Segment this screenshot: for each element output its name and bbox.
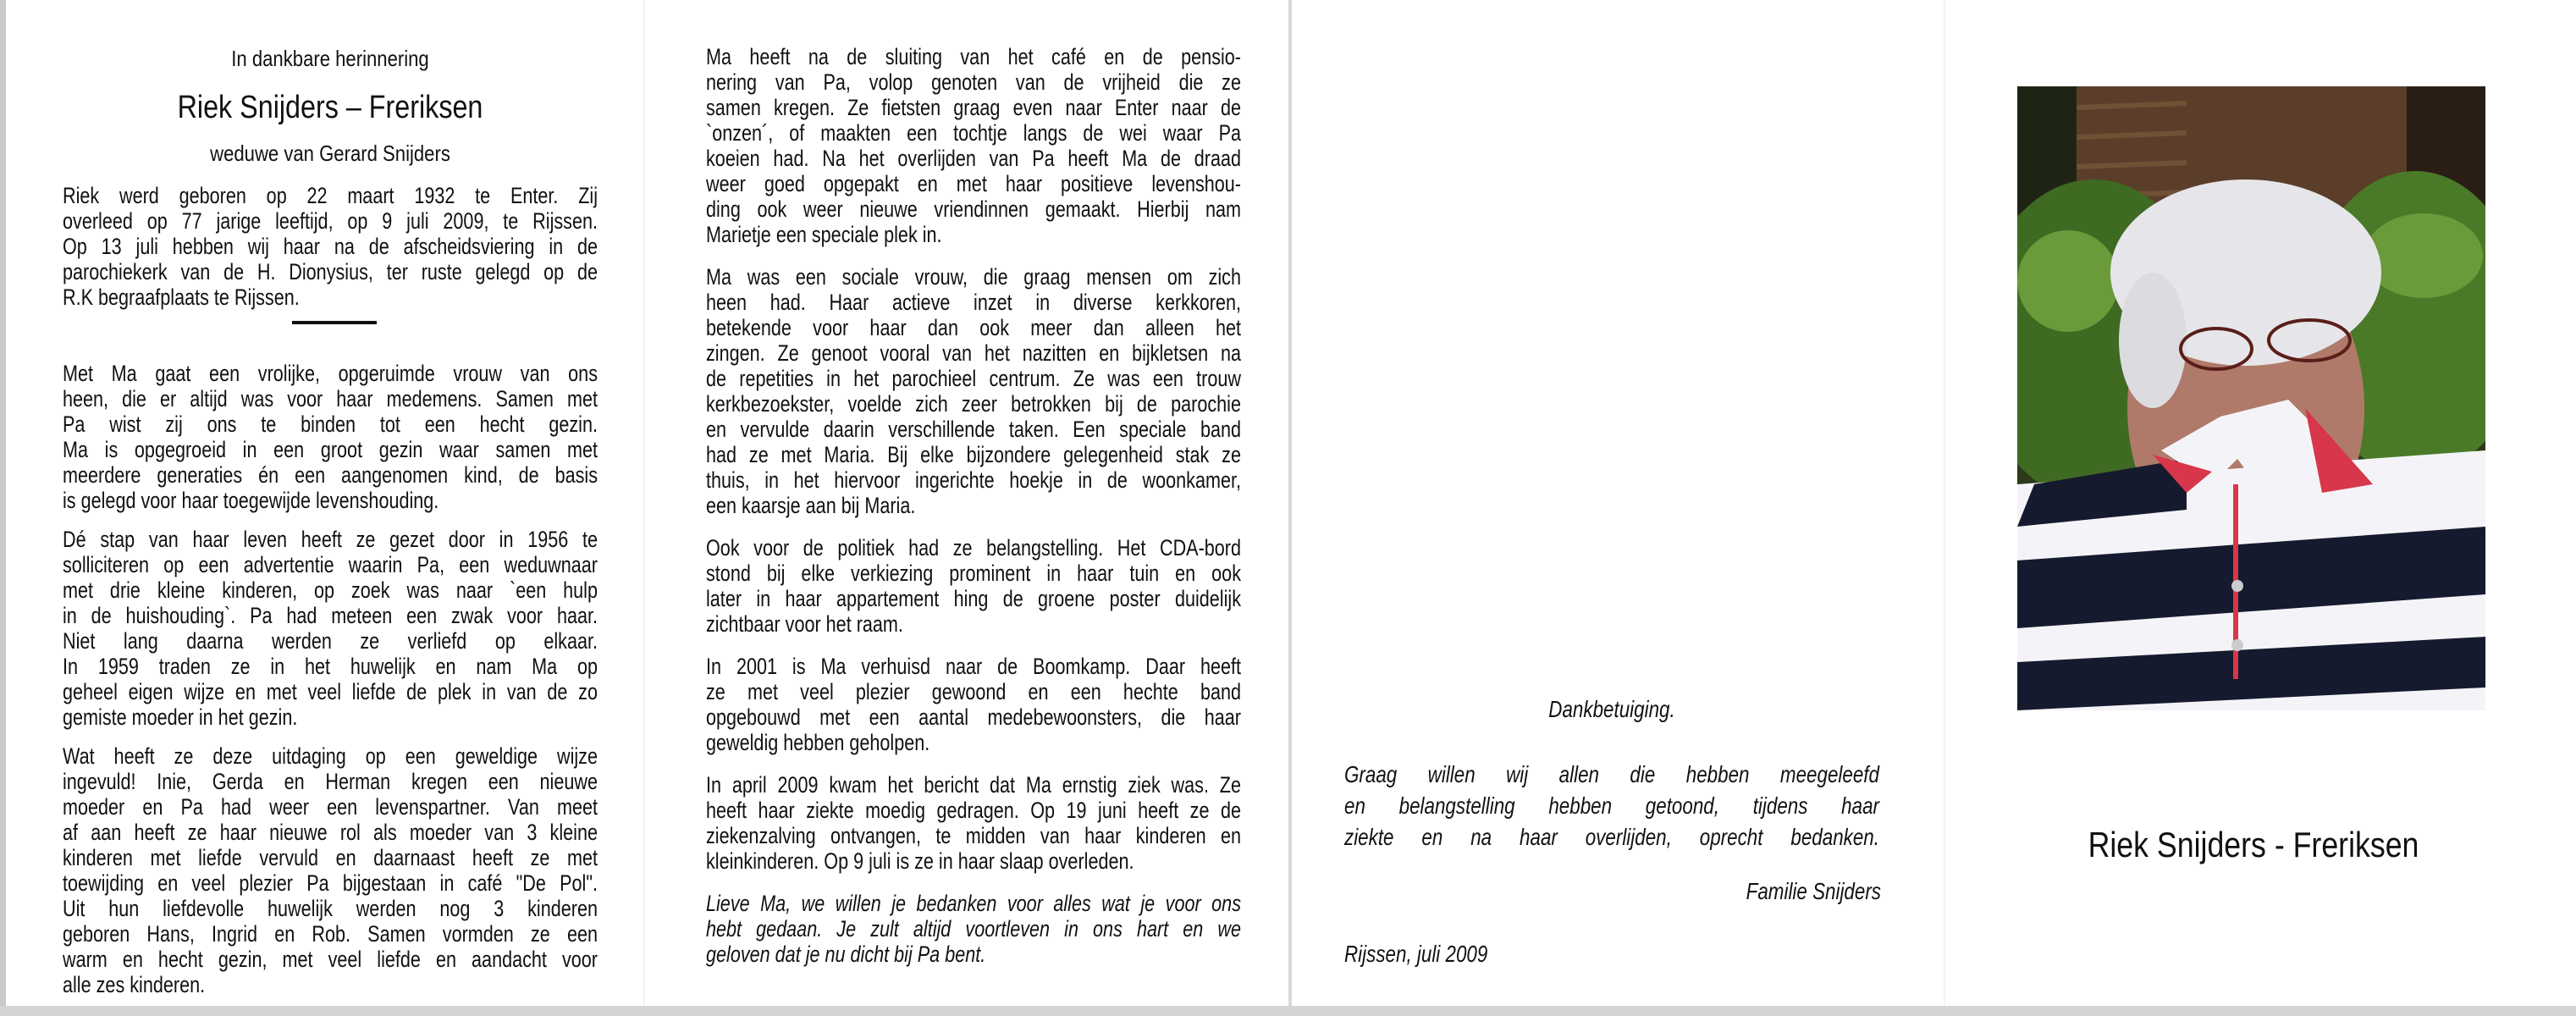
paragraph xyxy=(706,535,1241,637)
text-line: samen kregen. Ze fietsten graag even naar Enter naar de xyxy=(706,95,1241,120)
text-line: betekende voor haar dan ook meer dan alleen het xyxy=(706,315,1241,340)
paragraph xyxy=(706,264,1241,518)
text-line: In 1959 traden ze in het huwelijk en nam Ma op xyxy=(63,654,598,679)
place-date: Rijssen, juli 2009 xyxy=(1344,941,1488,967)
portrait-photo-icon xyxy=(2017,86,2485,710)
text-line: met drie kleine kinderen, op zoek was naar `een hulp xyxy=(63,577,598,603)
text-line: geboren Hans, Ingrid en Rob. Samen vormden ze een xyxy=(63,921,598,947)
text-line: thuis, in het hiervoor ingerichte hoekje in de woonkamer, xyxy=(706,467,1241,493)
text-line: heeft haar ziekte moedig gedragen. Op 19 juni heeft ze de xyxy=(706,798,1241,823)
thanks-title: Dankbetuiging. xyxy=(1548,696,1675,722)
scan-edge-left xyxy=(0,0,6,1016)
text-line: moeder en Pa had weer een levenspartner. Van meet xyxy=(63,794,598,820)
card-divider xyxy=(1288,0,1292,1006)
text-line: In 2001 is Ma verhuisd naar de Boomkamp. Daar heeft xyxy=(706,654,1241,679)
thanks-body xyxy=(1344,759,1879,853)
text-line: een kaarsje aan bij Maria. xyxy=(706,493,916,518)
text-line: Uit hun liefdevolle huwelijk werden nog 3 kinderen xyxy=(63,896,598,921)
text-line: opgebouwd met een aantal medebewoonsters, die haar xyxy=(706,704,1241,730)
paragraph xyxy=(706,891,1241,967)
text-line: zichtbaar voor het raam. xyxy=(706,611,903,637)
text-line: is gelegd voor haar toegewijde levenshouding. xyxy=(63,488,439,513)
text-line: ziekenzalving ontvangen, te midden van haar kinderen en xyxy=(706,823,1241,848)
portrait-photo xyxy=(2017,86,2485,710)
text-line: kleinkinderen. Op 9 juli is ze in haar slaap overleden. xyxy=(706,848,1134,874)
thanks-line: Graag willen wij allen die hebben meegeleefd xyxy=(1344,761,1879,787)
paragraph xyxy=(63,527,598,730)
text-line: overleed op 77 jarige leeftijd, op 9 juli 2009, te Rijssen. xyxy=(63,208,598,234)
text-line: ingevuld! Inie, Gerda en Herman kregen een nieuwe xyxy=(63,769,598,794)
text-line: kinderen met liefde vervuld en daarnaast heeft ze met xyxy=(63,845,598,870)
text-line: de repetities in het parochieel centrum. Ze was een trouw xyxy=(706,366,1241,391)
text-line: heen had. Haar actieve inzet in diverse kerkkoren, xyxy=(706,290,1241,315)
text-line: hebt gedaan. Je zult altijd voortleven in ons hart en we xyxy=(706,916,1241,941)
text-line: heen, die er altijd was voor haar medemens. Samen met xyxy=(63,386,598,411)
thanks-line: ziekte en na haar overlijden, oprecht bedanken. xyxy=(1344,824,1879,850)
deceased-name: Riek Snijders – Freriksen xyxy=(177,90,483,125)
text-line: R.K begraafplaats te Rijssen. xyxy=(63,284,300,310)
text-line: In april 2009 kwam het bericht dat Ma ernstig ziek was. Ze xyxy=(706,772,1241,798)
text-line: Lieve Ma, we willen je bedanken voor alles wat je voor ons xyxy=(706,891,1241,916)
text-line: Ook voor de politiek had ze belangstelling. Het CDA-bord xyxy=(706,535,1241,560)
text-line: weer goed opgepakt en met haar positieve levenshou- xyxy=(706,171,1241,196)
text-line: geloven dat je nu dicht bij Pa bent. xyxy=(706,941,986,967)
thanks-line: en belangstelling hebben getoond, tijdens haar xyxy=(1344,792,1879,819)
text-line: zingen. Ze genoot vooral van het nazitten en bijkletsen na xyxy=(706,340,1241,366)
text-line: in de huishouding`. Pa had meteen een zwak voor haar. xyxy=(63,603,598,628)
text-line: Riek werd geboren op 22 maart 1932 te Enter. Zij xyxy=(63,183,598,208)
text-line: koeien had. Na het overlijden van Pa heeft Ma de draad xyxy=(706,146,1241,171)
text-line: parochiekerk van de H. Dionysius, ter ruste gelegd op de xyxy=(63,259,598,284)
paragraph xyxy=(63,183,598,310)
text-line: alle zes kinderen. xyxy=(63,972,206,997)
text-line: Pa wist zij ons te binden tot een hecht gezin. xyxy=(63,411,598,437)
paragraph xyxy=(706,654,1241,755)
middle-panel-text xyxy=(706,44,1241,984)
text-line: Ma is opgegroeid in een groot gezin waar samen met xyxy=(63,437,598,462)
widow-of-subtitle: weduwe van Gerard Snijders xyxy=(210,141,450,166)
text-line: had ze met Maria. Bij elke bijzondere gelegenheid stak ze xyxy=(706,442,1241,467)
paragraph xyxy=(706,772,1241,874)
text-line: Dé stap van haar leven heeft ze gezet door in 1956 te xyxy=(63,527,598,552)
text-line: warm en hecht gezin, met veel liefde en aandacht voor xyxy=(63,947,598,972)
fold-line xyxy=(643,0,645,1006)
text-line: gemiste moeder in het gezin. xyxy=(63,704,298,730)
cover-name: Riek Snijders - Freriksen xyxy=(2088,825,2419,864)
text-line: Ma heeft na de sluiting van het café en de pensio- xyxy=(706,44,1241,69)
text-line: later in haar appartement hing de groene poster duidelijk xyxy=(706,586,1241,611)
left-panel-text xyxy=(63,183,598,1011)
memorial-heading: In dankbare herinnering xyxy=(231,46,429,71)
paragraph xyxy=(63,743,598,997)
text-line: geheel eigen wijze en met veel liefde de plek in van de zo xyxy=(63,679,598,704)
text-line: Op 13 juli hebben wij haar na de afscheidsviering in de xyxy=(63,234,598,259)
text-line: kerkbezoekster, voelde zich zeer betrokken bij de parochie xyxy=(706,391,1241,417)
paragraph xyxy=(63,361,598,513)
text-line: Met Ma gaat een vrolijke, opgeruimde vrouw van ons xyxy=(63,361,598,386)
family-signature: Familie Snijders xyxy=(1746,878,1881,904)
text-line: Wat heeft ze deze uitdaging op een geweldige wijze xyxy=(63,743,598,769)
text-line: ding ook weer nieuwe vriendinnen gemaakt. Hierbij nam xyxy=(706,196,1241,222)
text-line: Marietje een speciale plek in. xyxy=(706,222,942,247)
text-line: stond bij elke verkiezing prominent in haar tuin en ook xyxy=(706,560,1241,586)
text-line: `onzen´, of maakten een tochtje langs de wei waar Pa xyxy=(706,120,1241,146)
text-line: meerdere generaties én een aangenomen kind, de basis xyxy=(63,462,598,488)
text-line: Niet lang daarna werden ze verliefd op elkaar. xyxy=(63,628,598,654)
text-line: toewijding en veel plezier Pa bijgestaan in café "De Pol". xyxy=(63,870,598,896)
paragraph xyxy=(706,44,1241,247)
text-line: nering van Pa, volop genoten van de vrijheid die ze xyxy=(706,69,1241,95)
text-line: Ma was een sociale vrouw, die graag mensen om zich xyxy=(706,264,1241,290)
text-line: ze met veel plezier gewoond en een hechte band xyxy=(706,679,1241,704)
text-line: solliciteren op een advertentie waarin Pa, een weduwnaar xyxy=(63,552,598,577)
fold-line xyxy=(1944,0,1945,1006)
text-line: geweldig hebben geholpen. xyxy=(706,730,930,755)
text-line: af aan heeft ze haar nieuwe rol als moeder van 3 kleine xyxy=(63,820,598,845)
text-line: en vervulde daarin verschillende taken. Een speciale band xyxy=(706,417,1241,442)
